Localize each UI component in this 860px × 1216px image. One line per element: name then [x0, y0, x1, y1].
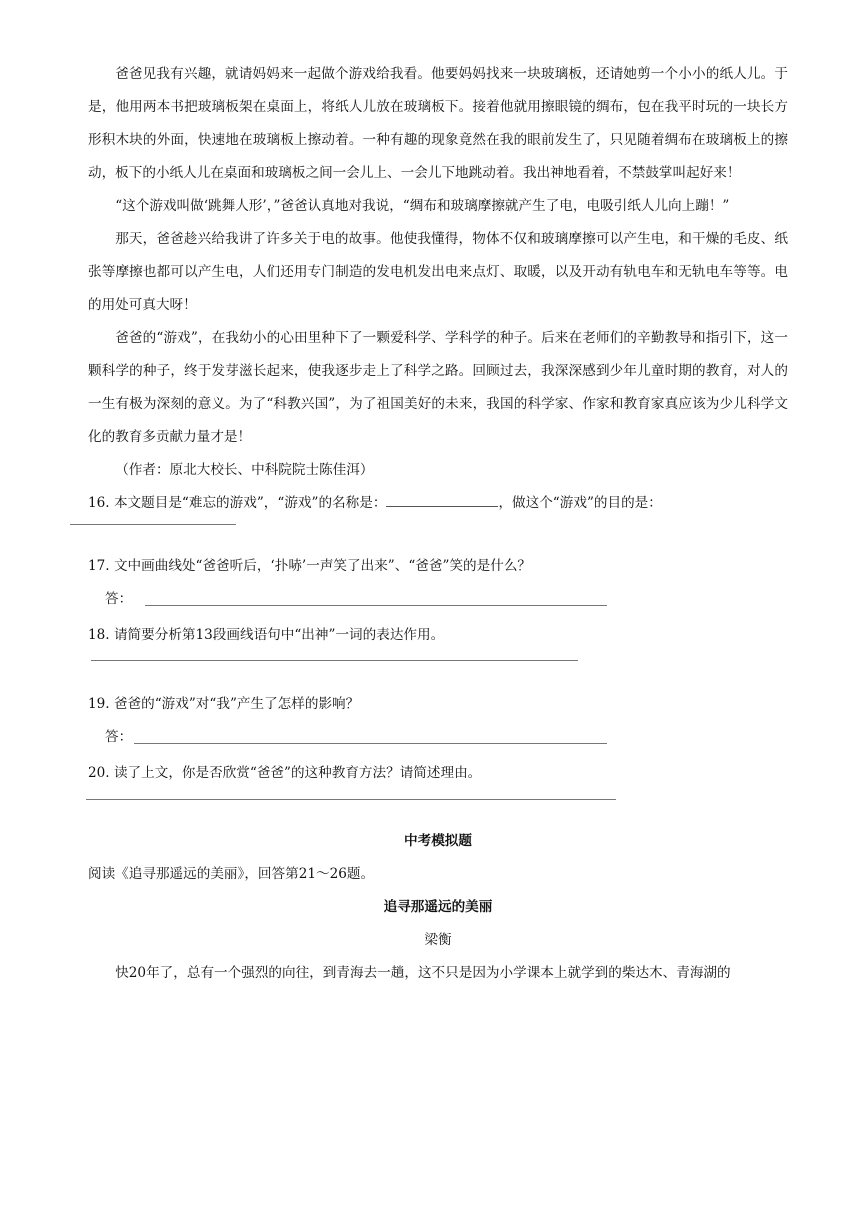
answer-blank-19[interactable]	[134, 743, 607, 744]
answer-17	[88, 583, 788, 616]
answer-blank-17[interactable]	[145, 605, 607, 606]
instruction: 阅读《追寻那遥远的美丽》，回答第21～26题。	[88, 866, 375, 882]
answer-blank-16a[interactable]	[386, 505, 498, 507]
answer-blank-16b[interactable]	[70, 524, 236, 525]
answer-line-16-wrap	[88, 520, 788, 544]
paragraph-1: 爸爸见我有兴趣，就请妈妈来一起做个游戏给我看。他要妈妈找来一块玻璃板，还请她剪一个小小的纸人儿。于是，他用两本书把玻璃板架在桌面上，将纸人儿放在玻璃板下。接着他就用擦眼镜的绸布，包在我平时玩的一块长方形积木块的外面，快速地在玻璃板上擦动着。一种有趣的现象竟然在我的眼前发生了，只见随着绸布在玻璃板上的擦动，板下的小纸人儿在桌面和玻璃板之间一会儿上、一会儿下地跳动着。我出神地看着，不禁鼓掌叫起好来！	[88, 66, 788, 181]
answer-blank-18[interactable]	[91, 660, 578, 661]
answer-line-18-wrap	[88, 652, 788, 682]
document-page	[88, 58, 788, 990]
article-title: 追寻那遥远的美丽	[383, 899, 493, 915]
question-16-text: 16. 本文题目是“难忘的游戏”，“游戏”的名称是：	[88, 495, 387, 511]
section-title: 中考模拟题	[404, 833, 472, 849]
answer-line-20-wrap	[88, 790, 788, 820]
question-18: 18. 请简要分析第13段画线语句中“出神”一词的表达作用。	[88, 627, 445, 643]
question-20: 20. 读了上文，你是否欣赏“爸爸”的这种教育方法？请简述理由。	[88, 765, 482, 781]
article-author: 梁衡	[424, 932, 452, 948]
question-19: 19. 爸爸的“游戏”对“我”产生了怎样的影响？	[88, 696, 360, 712]
paragraph-3: 那天，爸爸趁兴给我讲了许多关于电的故事。他使我懂得，物体不仅和玻璃摩擦可以产生电，和干燥的毛皮、纸张等摩擦也都可以产生电，人们还用专门制造的发电机发出电来点灯、取暖，以及开动有轨电车和无轨电车等等。电的用处可真大呀！	[88, 231, 788, 313]
answer-19	[88, 721, 788, 754]
question-16-text-b: ，做这个“游戏”的目的是：	[498, 495, 662, 511]
paragraph-2: “这个游戏叫做‘跳舞人形’，”爸爸认真地对我说，“绸布和玻璃摩擦就产生了电，电吸引纸人儿向上蹦！”	[115, 198, 730, 214]
answer-label-19: 答：	[105, 729, 133, 745]
article-paragraph-1: 快20年了，总有一个强烈的向往，到青海去一趟，这不只是因为小学课本上就学到的柴达木、青海湖的	[115, 965, 731, 981]
question-17: 17. 文中画曲线处“爸爸听后，‘扑哧’一声笑了出来”、“爸爸”笑的是什么？	[88, 558, 532, 574]
answer-blank-20[interactable]	[86, 799, 616, 800]
author-note: （作者：原北大校长、中科院院士陈佳洱）	[115, 462, 374, 478]
paragraph-4: 爸爸的“游戏”，在我幼小的心田里种下了一颗爱科学、学科学的种子。后来在老师们的辛勤教导和指引下，这一颗科学的种子，终于发芽滋长起来，使我逐步走上了科学之路。回顾过去，我深深感到少年儿童时期的教育，对人的一生有极为深刻的意义。为了“科教兴国”，为了祖国美好的未来，我国的科学家、作家和教育家真应该为少儿科学文化的教育多贡献力量才是！	[88, 330, 788, 445]
question-16	[88, 487, 788, 520]
answer-label-17: 答：	[105, 591, 133, 607]
